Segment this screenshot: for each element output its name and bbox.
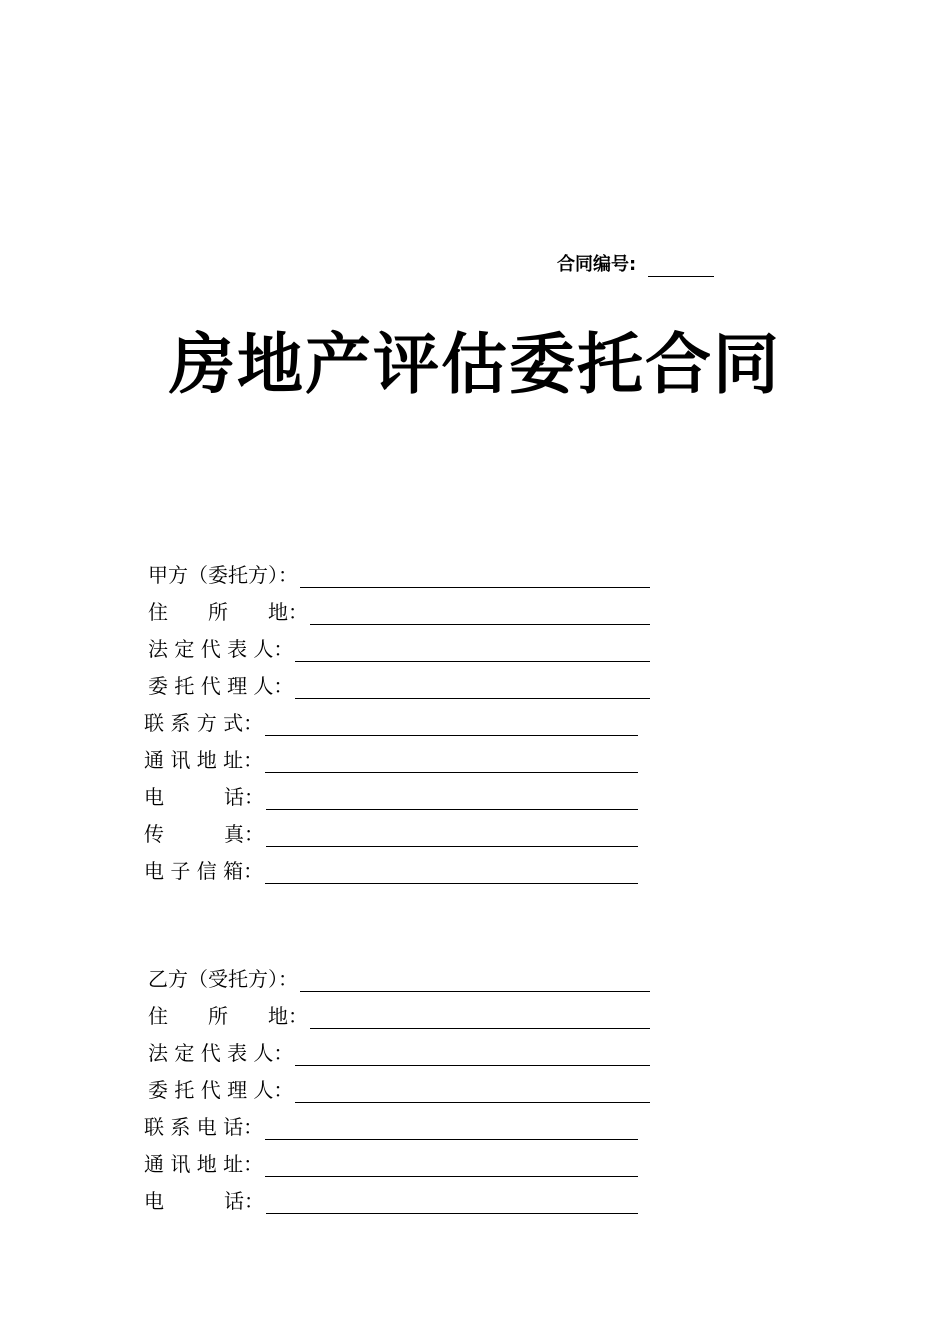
party-a-address-label: 住 所 地：	[148, 600, 308, 624]
contract-number-label: 合同编号:	[557, 254, 637, 275]
party-b-label: 乙方（受托方）：	[148, 967, 298, 991]
party-a-contact-blank[interactable]	[265, 711, 638, 736]
contract-number-field[interactable]	[648, 256, 714, 277]
party-a-mail-address-row	[144, 743, 638, 773]
party-b-phone-label: 电 话：	[144, 1189, 264, 1213]
party-b-mail-address-blank[interactable]	[265, 1152, 638, 1177]
party-b-address-row	[148, 999, 650, 1029]
party-a-mail-address-blank[interactable]	[265, 748, 638, 773]
party-a-email-label: 电 子 信 箱：	[144, 859, 264, 883]
party-a-email-blank[interactable]	[265, 859, 638, 884]
party-b-mail-address-label: 通 讯 地 址：	[144, 1152, 264, 1176]
party-a-address-blank[interactable]	[310, 600, 650, 625]
party-a-agent-blank[interactable]	[295, 674, 650, 699]
party-b-mail-address-row	[144, 1147, 638, 1177]
party-b-contact-phone-label: 联 系 电 话：	[144, 1115, 264, 1139]
party-a-blank[interactable]	[300, 563, 650, 588]
party-a-label: 甲方（委托方）：	[148, 563, 298, 587]
party-a-agent-row	[148, 669, 650, 699]
party-a-contact-label: 联 系 方 式：	[144, 711, 264, 735]
contract-number	[557, 253, 714, 277]
party-a-agent-label: 委 托 代 理 人：	[148, 674, 294, 698]
party-b-agent-blank[interactable]	[295, 1078, 650, 1103]
party-a-email-row	[144, 854, 638, 884]
party-a-phone-row	[144, 780, 638, 810]
party-b-legal-rep-blank[interactable]	[295, 1041, 650, 1066]
party-b-legal-rep-label: 法 定 代 表 人：	[148, 1041, 294, 1065]
document-title: 房地产评估委托合同	[169, 326, 781, 403]
party-a-fax-row	[144, 817, 638, 847]
party-b-agent-label: 委 托 代 理 人：	[148, 1078, 294, 1102]
party-a-legal-rep-row	[148, 632, 650, 662]
party-b-blank[interactable]	[300, 967, 650, 992]
party-b-phone-row	[144, 1184, 638, 1214]
party-b-legal-rep-row	[148, 1036, 650, 1066]
party-b-phone-blank[interactable]	[266, 1189, 638, 1214]
party-a-legal-rep-label: 法 定 代 表 人：	[148, 637, 294, 661]
party-b-row	[148, 962, 650, 992]
party-b-address-blank[interactable]	[310, 1004, 650, 1029]
party-b-contact-phone-row	[144, 1110, 638, 1140]
party-b-contact-phone-blank[interactable]	[265, 1115, 638, 1140]
party-a-phone-blank[interactable]	[266, 785, 638, 810]
party-a-fax-blank[interactable]	[266, 822, 638, 847]
party-a-fax-label: 传 真：	[144, 822, 264, 846]
party-a-address-row	[148, 595, 650, 625]
party-b-address-label: 住 所 地：	[148, 1004, 308, 1028]
party-a-row	[148, 558, 650, 588]
party-b-agent-row	[148, 1073, 650, 1103]
party-a-contact-row	[144, 706, 638, 736]
party-a-mail-address-label: 通 讯 地 址：	[144, 748, 264, 772]
party-a-phone-label: 电 话：	[144, 785, 264, 809]
party-a-legal-rep-blank[interactable]	[295, 637, 650, 662]
